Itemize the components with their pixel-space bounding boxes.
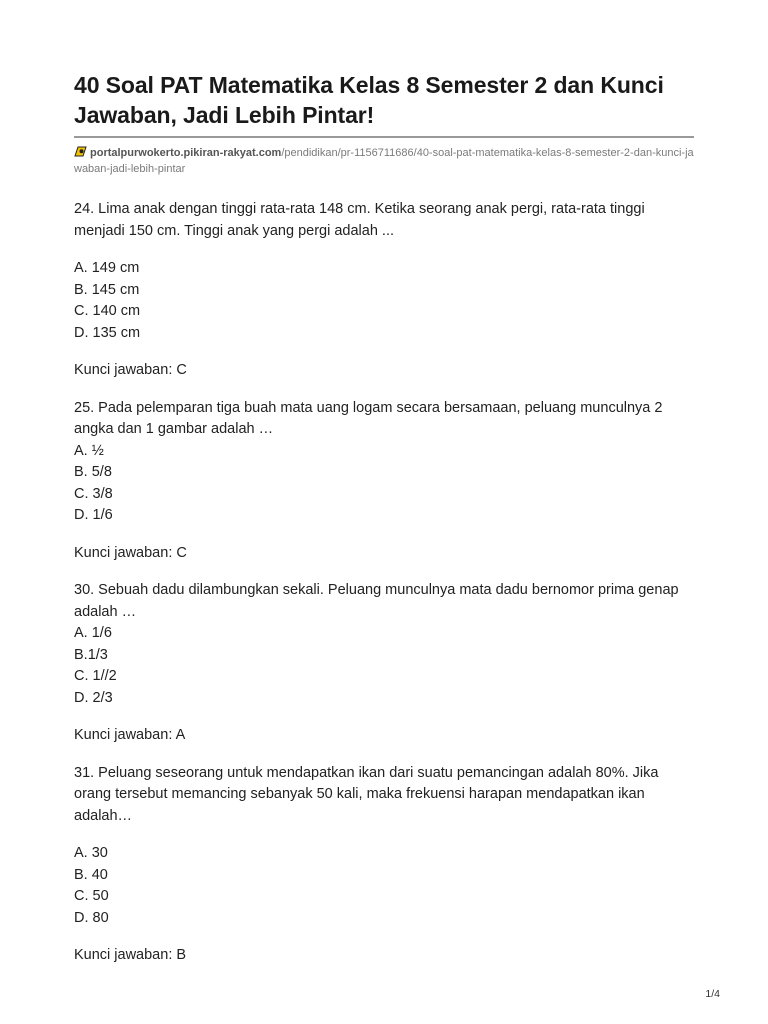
question-31 [74, 763, 694, 967]
option-d: D. 1/6 [74, 507, 113, 523]
question-24 [74, 199, 694, 382]
answer-key: Kunci jawaban: A [74, 727, 186, 743]
source-path-link[interactable]: /pendidikan/pr-1156711686/40-soal-pat-matematika-kelas-8-semester-2-dan-kunci-jawaban-jadi-lebih-pintar [74, 147, 694, 175]
option-a: A. 30 [74, 845, 108, 861]
option-list [74, 258, 694, 344]
title-divider [74, 136, 694, 138]
page-number: 1/4 [705, 988, 720, 1000]
option-c: C. 140 cm [74, 303, 141, 319]
option-list [74, 623, 694, 709]
option-a: A. 1/6 [74, 625, 112, 641]
option-d: D. 2/3 [74, 689, 113, 706]
question-text: 30. Sebuah dadu dilambungkan sekali. Peluang munculnya mata dadu bernomor prima genap adalah … [74, 582, 679, 620]
option-c: C. 50 [74, 888, 109, 904]
option-b: B. 5/8 [74, 464, 112, 480]
question-30 [74, 580, 694, 747]
source-line [74, 145, 694, 177]
option-c: C. 3/8 [74, 485, 113, 502]
article-title: 40 Soal PAT Matematika Kelas 8 Semester 2 dan Kunci Jawaban, Jadi Lebih Pintar! [74, 72, 664, 128]
document-page [74, 0, 694, 967]
answer-key: Kunci jawaban: C [74, 362, 187, 378]
option-list [74, 441, 694, 527]
option-b: B.1/3 [74, 646, 108, 663]
option-d: D. 135 cm [74, 324, 141, 341]
option-b: B. 145 cm [74, 281, 140, 298]
question-text: 24. Lima anak dengan tinggi rata-rata 148 cm. Ketika seorang anak pergi, rata-rata tinggi menjadi 150 cm. Tinggi anak yang pergi adalah ... [74, 201, 645, 239]
answer-key: Kunci jawaban: C [74, 544, 187, 561]
source-domain-link[interactable]: portalpurwokerto.pikiran-rakyat.com [90, 147, 282, 159]
option-a: A. ½ [74, 442, 104, 459]
option-b: B. 40 [74, 866, 108, 883]
answer-key: Kunci jawaban: B [74, 947, 187, 963]
option-list [74, 843, 694, 929]
question-25 [74, 398, 694, 565]
question-text: 25. Pada pelemparan tiga buah mata uang logam secara bersamaan, peluang munculnya 2 angka dan 1 gambar adalah … [74, 399, 663, 437]
question-text: 31. Peluang seseorang untuk mendapatkan ikan dari suatu pemancingan adalah 80%. Jika orang tersebut memancing sebanyak 50 kali, maka frekuensi harapan mendapatkan ikan adalah… [74, 764, 659, 824]
site-logo-icon [74, 146, 87, 157]
option-c: C. 1//2 [74, 668, 117, 684]
option-d: D. 80 [74, 909, 109, 926]
option-a: A. 149 cm [74, 260, 140, 276]
